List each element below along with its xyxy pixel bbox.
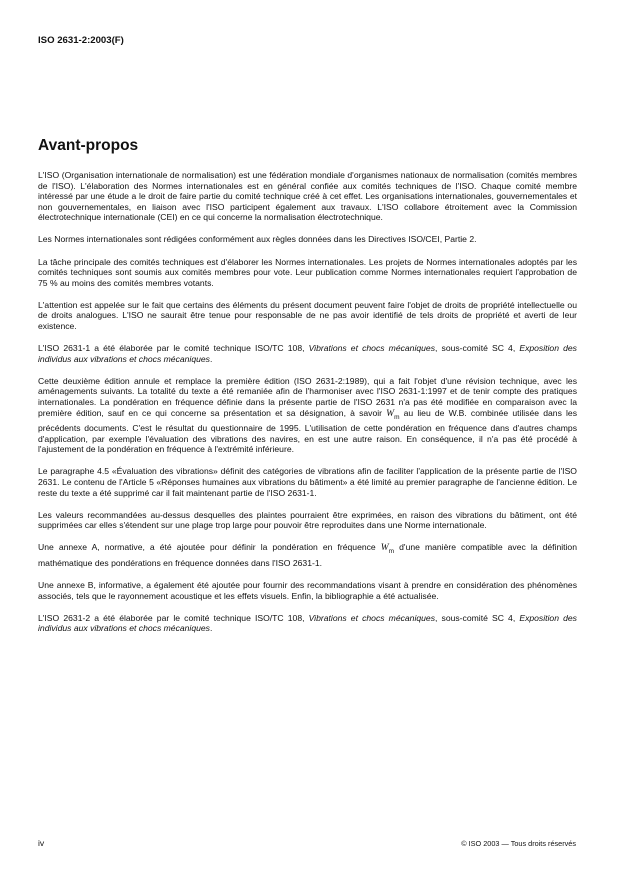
copyright-notice: © ISO 2003 — Tous droits réservés	[461, 839, 576, 848]
paragraph-iso-intro: L'ISO (Organisation internationale de normalisation) est une fédération mondiale d'organismes nationaux de normalisation (comités membres de l'ISO). L'élaboration des Normes internationales est en général confiée aux comités techniques de l'ISO. Chaque comité membre intéressé par une étude a le droit de faire partie du comité technique créé à cet effet. Les organisations internationales, gouvernementales et non gouvernementales, en liaison avec l'ISO participent également aux travaux. L'ISO collabore étroitement avec la Commission électrotechnique internationale (CEI) en ce qui concerne la normalisation électrotechnique.	[38, 170, 577, 223]
wm-symbol: $W_m$	[380, 543, 395, 556]
paragraph-technical-committees: La tâche principale des comités techniques est d'élaborer les Normes internationales. Les projets de Normes internationales adoptés par les comités techniques sont soumis aux comités membres pour vote. Leur publication comme Normes internationales requiert l'approbation de 75 % au moins des comités membres votants.	[38, 256, 577, 288]
paragraph-second-edition: Cette deuxième édition annule et remplace la première édition (ISO 2631-2:1989), qui a fait l'objet d'une révision technique, avec les aménagements suivants. La totalité du texte a été remaniée afin de l'harmoniser avec l'ISO 2631-1:1997 et de tenir compte des pratiques internationales. La pondération en fréquence définie dans la présente partie de l'ISO 2631 n'a pas été modifiée en comparaison avec la première édition, sauf en ce qui concerne sa présentation et sa désignation, à savoir $W_m$ au lieu de W.B. combinée utilisée dans les précédents documents. C'est le résultat du questionnaire de 1995. L'utilisation de cette pondération en fréquence dans d'autres champs d'application, par exemple l'évaluation des vibrations des navires, en est une autre raison. En conséquence, il n'a pas été procédé à l'ajustement de la pondération en fréquence à l'extrémité inférieure.	[38, 375, 578, 455]
paragraph-iso-2631-1-committee: L'ISO 2631-1 a été élaborée par le comité technique ISO/TC 108, Vibrations et chocs mécaniques, sous-comité SC 4, Exposition des individus aux vibrations et chocs mécaniques.	[38, 343, 577, 364]
paragraph-vibration-evaluation: Le paragraphe 4.5 «Évaluation des vibrations» définit des catégories de vibrations afin de faciliter l'application de la présente partie de l'ISO 2631. Le contenu de l'Article 5 «Réponses humaines aux vibrations du bâtiment» a été limité au premier paragraphe de l'ancienne édition. Le reste du texte a été supprimé car il fait maintenant partie de l'ISO 2631-1.	[38, 466, 577, 498]
paragraph-annex-b: Une annexe B, informative, a également été ajoutée pour fournir des recommandations visant à prendre en considération des phénomènes associés, tels que le rayonnement acoustique et les effets visuels. Enfin, la bibliographie a été actualisée.	[38, 579, 577, 601]
foreword-body	[38, 170, 577, 645]
paragraph-recommended-values: Les valeurs recommandées au-dessus desquelles des plaintes pourraient être exprimées, en raison des vibrations du bâtiment, ont été supprimées car elles s'étendent sur une plage trop large pour pouvoir être reproduites dans une Norme internationale.	[38, 509, 577, 531]
paragraph-directives: Les Normes internationales sont rédigées conformément aux règles données dans les Directives ISO/CEI, Partie 2.	[38, 234, 477, 245]
paragraph-iso-2631-2-committee: L'ISO 2631-2 a été élaborée par le comité technique ISO/TC 108, Vibrations et chocs mécaniques, sous-comité SC 4, Exposition des individus aux vibrations et chocs mécaniques.	[38, 612, 577, 634]
section-title: Avant-propos	[38, 137, 139, 154]
document-id-header: ISO 2631-2:2003(F)	[38, 35, 124, 46]
paragraph-patent-rights: L'attention est appelée sur le fait que certains des éléments du présent document peuvent faire l'objet de droits de propriété intellectuelle ou de droits analogues. L'ISO ne saurait être tenue pour responsable de ne pas avoir identifié de tels droits de propriété et averti de leur existence.	[38, 299, 577, 332]
paragraph-annex-a: Une annexe A, normative, a été ajoutée pour définir la pondération en fréquence $W_m$ d'une manière compatible avec la définition mathématique des pondérations en fréquence données dans l'ISO 2631-1.	[38, 542, 577, 568]
wm-symbol: $W_m$	[386, 408, 400, 421]
page-number: iv	[38, 838, 45, 848]
